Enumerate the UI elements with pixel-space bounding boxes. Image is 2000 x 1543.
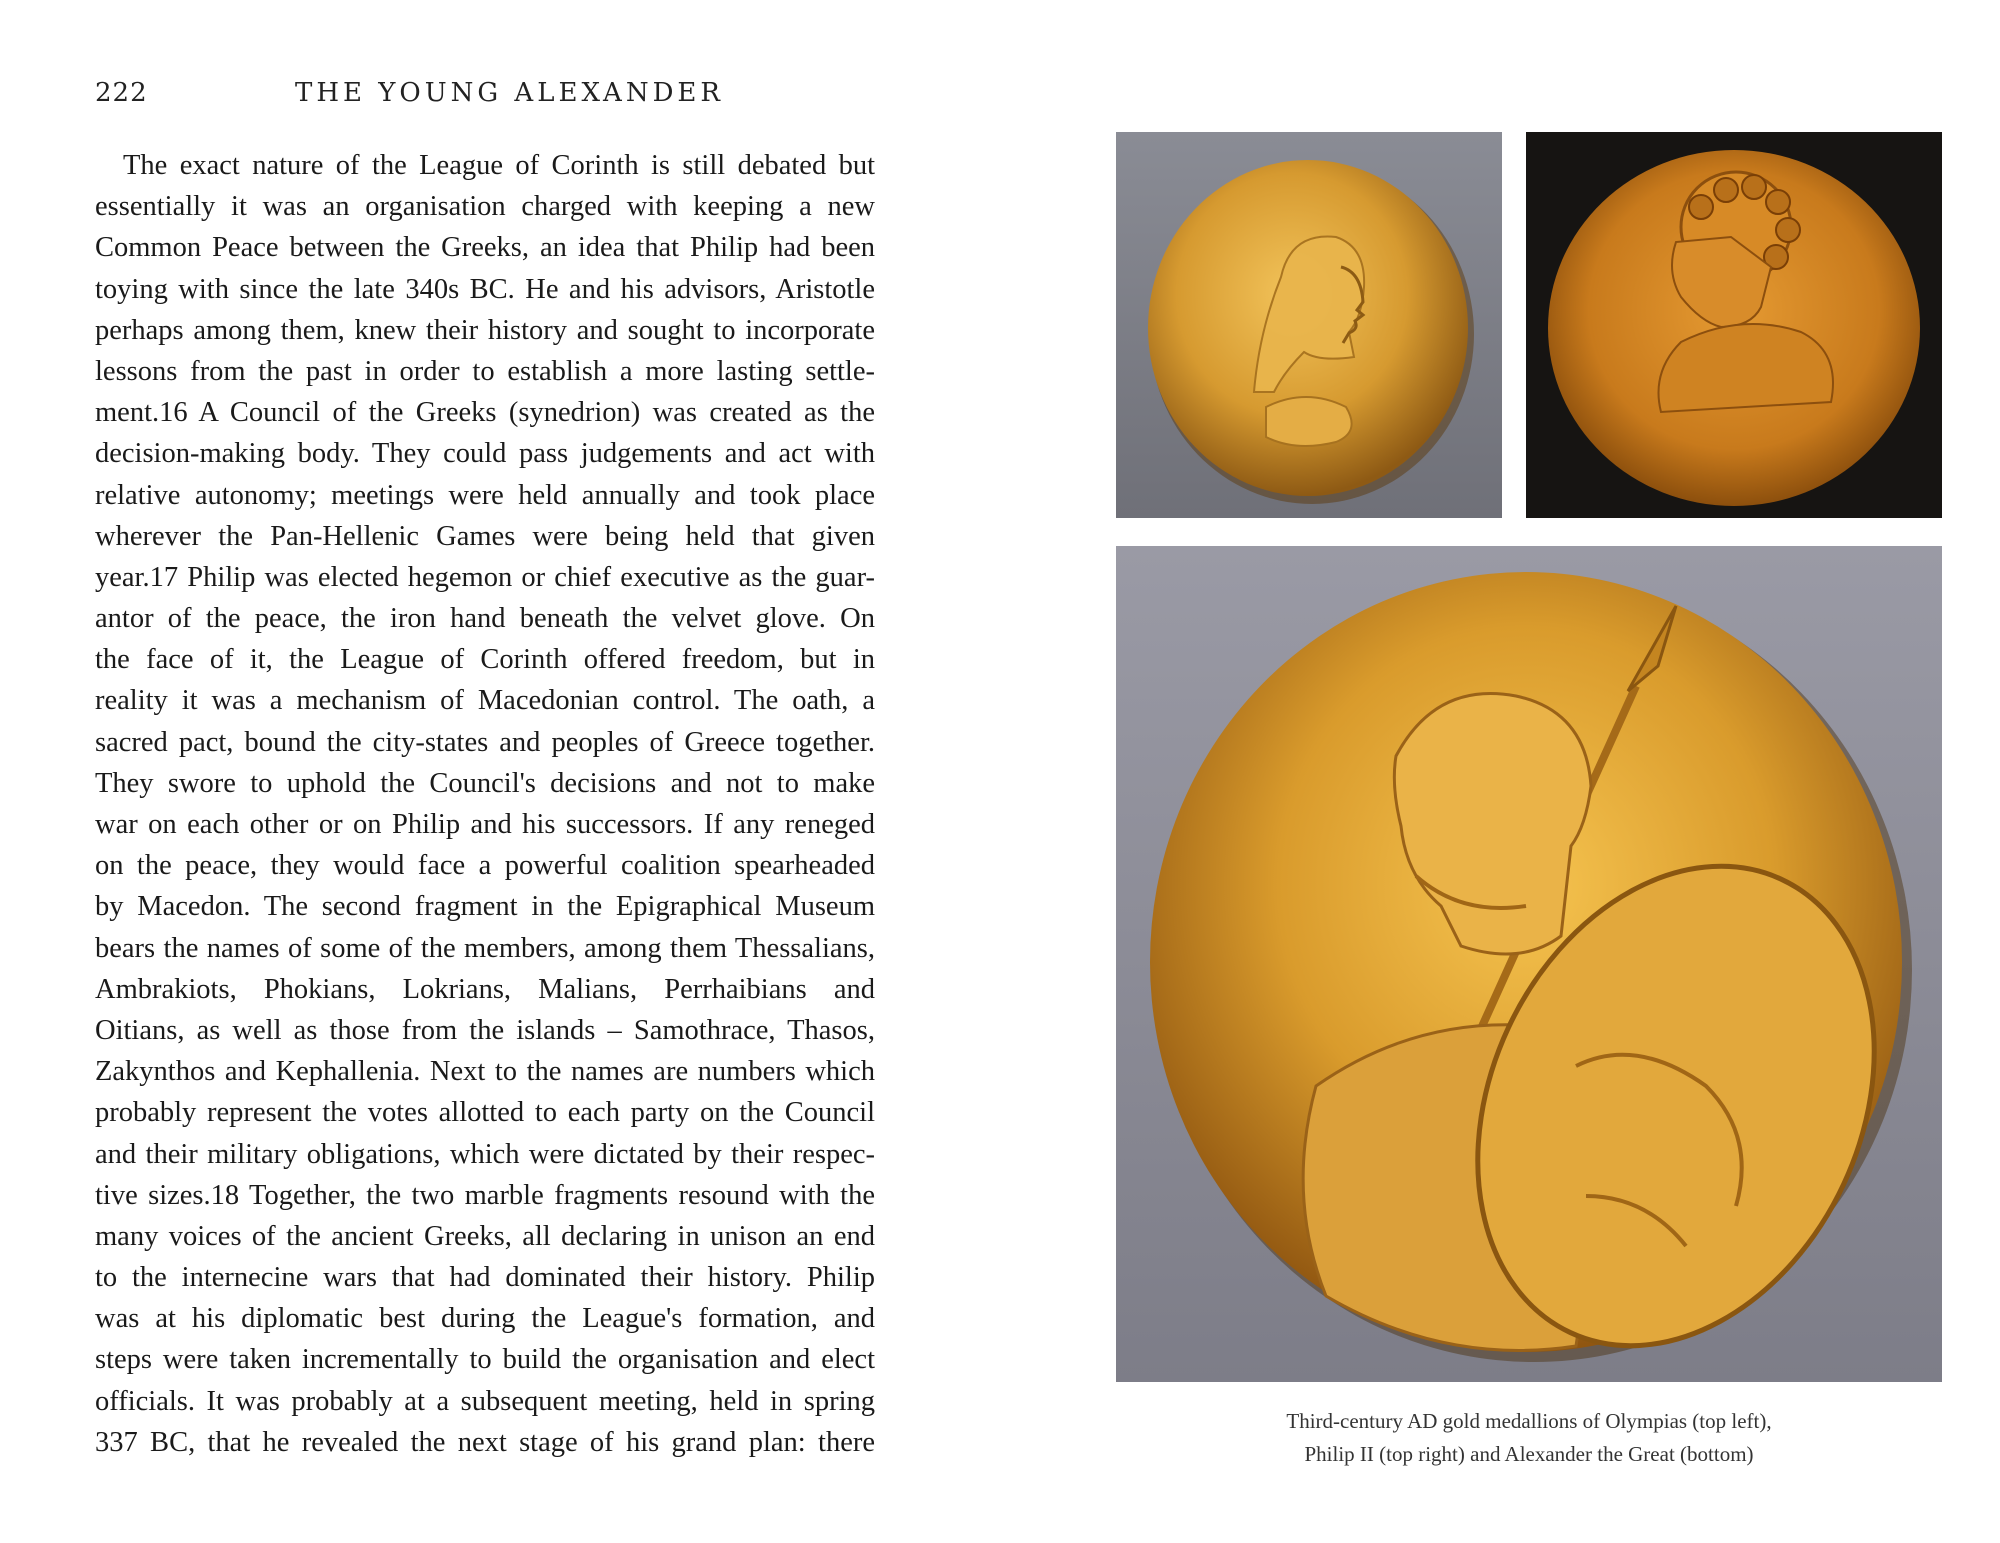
body-line: year.17 Philip was elected hegemon or chief executive as the guar-	[95, 561, 875, 593]
running-header	[95, 78, 724, 108]
body-line: by Macedon. The second fragment in the Epigraphical Museum	[95, 891, 875, 923]
body-line: tive sizes.18 Together, the two marble fragments resound with the	[95, 1179, 875, 1211]
body-line: ment.16 A Council of the Greeks (synedrion) was created as the	[95, 397, 875, 429]
body-line: reality it was a mechanism of Macedonian control. The oath, a	[95, 685, 875, 717]
body-line: to the internecine wars that had dominated their history. Philip	[95, 1262, 875, 1294]
body-line: Ambrakiots, Phokians, Lokrians, Malians, Perrhaibians and	[95, 973, 875, 1005]
body-line: wherever the Pan-Hellenic Games were being held that given	[95, 520, 875, 552]
body-line: on the peace, they would face a powerful coalition spearheaded	[95, 850, 875, 882]
body-line: relative autonomy; meetings were held annually and took place	[95, 479, 875, 511]
body-line: and their military obligations, which were dictated by their respec-	[95, 1138, 875, 1170]
body-line: decision-making body. They could pass judgements and act with	[95, 438, 875, 470]
alexander-medallion-graphic	[1116, 546, 1942, 1382]
olympias-medallion-graphic	[1116, 132, 1502, 518]
body-line: essentially it was an organisation charged with keeping a new	[95, 191, 875, 223]
body-line: bears the names of some of the members, among them Thessalians,	[95, 932, 875, 964]
body-line: They swore to uphold the Council's decisions and not to make	[95, 767, 875, 799]
body-line: Oitians, as well as those from the islands – Samothrace, Thasos,	[95, 1014, 875, 1046]
body-line: the face of it, the League of Corinth offered freedom, but in	[95, 644, 875, 676]
running-title: THE YOUNG ALEXANDER	[295, 78, 724, 108]
body-line: toying with since the late 340s BC. He and his advisors, Aristotle	[95, 273, 875, 305]
body-line: many voices of the ancient Greeks, all declaring in unison an end	[95, 1220, 875, 1252]
body-line: officials. It was probably at a subsequent meeting, held in spring	[95, 1385, 875, 1417]
body-line: perhaps among them, knew their history and sought to incorporate	[95, 314, 875, 346]
page-number: 222	[95, 78, 148, 108]
body-line: was at his diplomatic best during the League's formation, and	[95, 1303, 875, 1335]
body-line: steps were taken incrementally to build the organisation and elect	[95, 1344, 875, 1376]
medallion-alexander-image	[1116, 546, 1942, 1382]
body-line: Zakynthos and Kephallenia. Next to the names are numbers which	[95, 1056, 875, 1088]
caption-line-2: Philip II (top right) and Alexander the Great (bottom)	[1304, 1442, 1754, 1466]
body-line: The exact nature of the League of Corinth is still debated but	[123, 150, 875, 181]
body-line: war on each other or on Philip and his successors. If any reneged	[95, 809, 875, 840]
figure-caption	[1116, 1405, 1942, 1471]
body-line: 337 BC, that he revealed the next stage of his grand plan: there	[95, 1426, 875, 1458]
body-line: antor of the peace, the iron hand beneath the velvet glove. On	[95, 603, 875, 635]
body-line: probably represent the votes allotted to each party on the Council	[95, 1097, 875, 1129]
medallion-philip-image	[1526, 132, 1942, 518]
caption-line-1: Third-century AD gold medallions of Olympias (top left),	[1286, 1409, 1772, 1433]
body-line: sacred pact, bound the city-states and peoples of Greece together.	[95, 726, 875, 758]
body-line: lessons from the past in order to establish a more lasting settle-	[95, 355, 875, 387]
philip-medallion-graphic	[1526, 132, 1942, 518]
medallion-olympias-image	[1116, 132, 1502, 518]
body-line: Common Peace between the Greeks, an idea that Philip had been	[95, 232, 875, 264]
body-text	[95, 145, 875, 1463]
